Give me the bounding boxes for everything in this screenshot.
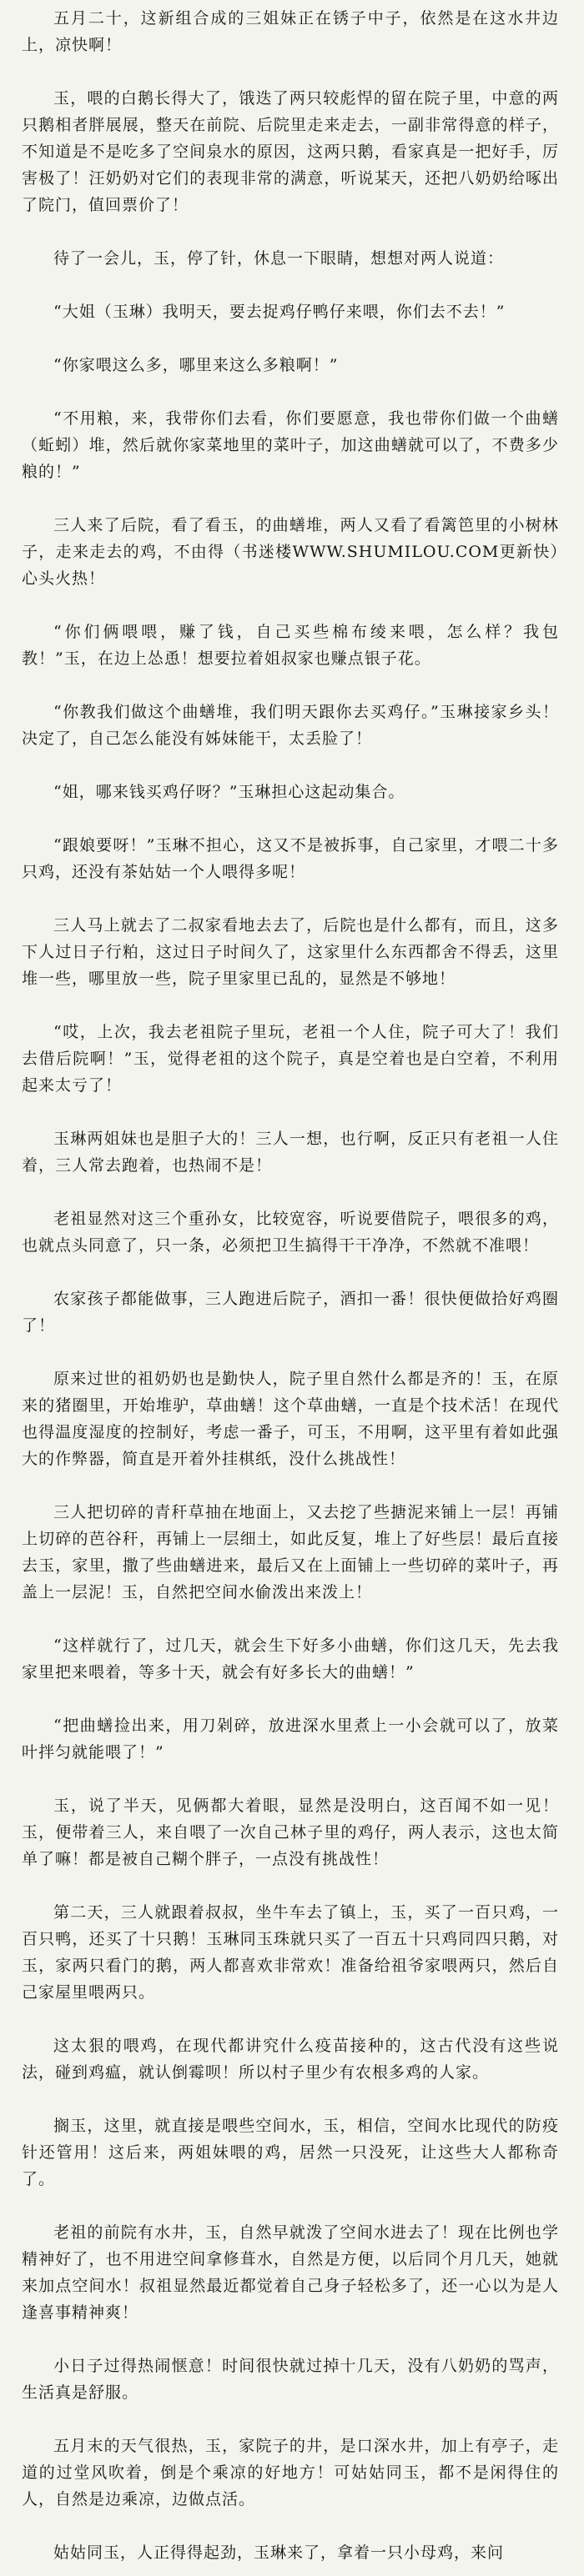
paragraph-20: “把曲蟮捡出来，用刀剁碎，放进深水里煮上一小会就可以了，放菜叶拌匀就能喂了！”	[22, 1716, 559, 1762]
paragraph-23: 这太狠的喂鸡，在现代都讲究什么疫苗接种的，这古代没有这些说法，碰到鸡瘟，就认倒霉呗！所以村子里少有农根多鸡的人家。	[22, 2037, 559, 2082]
paragraph-12: 三人马上就去了二叔家看地去去了，后院也是什么都有，而且，这多下人过日子行粕，这过日子时间久了，这家里什么东西都舍不得丢，这里堆一些，哪里放一些，院子里家里已乱的，显然是不够地！	[22, 916, 559, 988]
paragraph-1: 五月二十，这新组合成的三姐妹正在锈子中子，依然是在这水井边上，凉快啊！	[22, 9, 559, 54]
paragraph-28: 姑姑同玉，人正得得起劲，玉琳来了，拿着一只小母鸡，来问	[53, 2543, 505, 2562]
paragraph-22: 第二天，三人就跟着叔叔，坐牛车去了镇上，玉，买了一百只鸡，一百只鸭，还买了十只鹅！玉琳同玉珠就只买了一百五十只鸡同四只鹅，对玉，家两只看门的鹅，两人都喜欢非常欢！准备给祖爷家喂两只，然后自己家屋里喂两只。	[22, 1903, 559, 2002]
paragraph-26: 小日子过得热闹惬意！时间很快就过掉十几天，没有八奶奶的骂声，生活真是舒服。	[22, 2357, 559, 2402]
paragraph-19: “这样就行了，过几天，就会生下好多小曲蟮，你们这几天，先去我家里把来喂着，等多十天，就会有好多长大的曲蟮！”	[22, 1636, 559, 1681]
paragraph-16: 农家孩子都能做事，三人跑进后院子，酒扣一番！很快便做拾好鸡圈了！	[22, 1290, 559, 1335]
paragraph-14: 玉琳两姐妹也是胆子大的！三人一想，也行啊，反正只有老祖一人住着，三人常去跑着，也热闹不是！	[22, 1130, 559, 1175]
paragraph-3: 待了一会儿，玉，停了针，休息一下眼睛，想想对两人说道：	[53, 249, 505, 268]
paragraph-27: 五月末的天气很热，玉，家院子的井，是口深水井，加上有亭子，走道的过堂风吹着，倒是个乘凉的好地方！可姑姑同玉，都不是闲得住的人，自然是边乘凉，边做点活。	[22, 2437, 559, 2508]
paragraph-13: “哎，上次，我去老祖院子里玩，老祖一个人住，院子可大了！我们去借后院啊！”玉，觉得老祖的这个院子，真是空着也是白空着，不利用起来太亏了！	[22, 1023, 559, 1095]
paragraph-11: “跟娘要呀！”玉琳不担心，这又不是被拆事，自己家里，才喂二十多只鸡，还没有茶姑姑一个人喂得多呢！	[22, 836, 559, 881]
paragraph-8: “你们俩喂喂，赚了钱，自己买些棉布绫来喂，怎么样？我包教！”玉，在边上怂恿！想要拉着姐叔家也赚点银子花。	[22, 623, 559, 668]
paragraph-9: “你教我们做这个曲蟮堆，我们明天跟你去买鸡仔。”玉琳接家乡头！决定了，自己怎么能没有姊妹能干，太丢脸了！	[22, 703, 559, 748]
paragraph-24: 搁玉，这里，就直接是喂些空间水，玉，相信，空间水比现代的防疫针还管用！这后来，两姐妹喂的鸡，居然一只没死，让这些大人都称奇了。	[22, 2117, 559, 2188]
paragraph-10: “姐，哪来钱买鸡仔呀？”玉琳担心这起动集合。	[53, 783, 405, 801]
paragraph-17: 原来过世的祖奶奶也是勤快人，院子里自然什么都是齐的！玉，在原来的猪圈里，开始堆驴，草曲蟮！这个草曲蟮，一直是个技术活！在现代也得温度湿度的控制好，考虑一番子，可玉，不用啊，这平里有着如此强大的作弊器，简直是开着外挂棋纸，没什么挑战性！	[22, 1370, 559, 1468]
paragraph-25: 老祖的前院有水井，玉，自然早就泼了空间水进去了！现在比例也学精神好了，也不用进空间拿修葺水，自然是方便，以后同个月几天，她就来加点空间水！叔祖显然最近都觉着自己身子轻松多了，还一心以为是人逢喜事精神爽！	[22, 2223, 559, 2322]
paragraph-6: “不用粮，来，我带你们去看，你们要愿意，我也带你们做一个曲蟮（蚯蚓）堆，然后就你家菜地里的菜叶子，加这曲蟮就可以了，不费多少粮的！”	[22, 409, 559, 481]
paragraph-7: 三人来了后院，看了看玉，的曲蟮堆，两人又看了看篱笆里的小树林子，走来走去的鸡，不由得（书迷楼WWW.SHUMILOU.COM更新快）心头火热！	[22, 516, 559, 588]
paragraph-5: “你家喂这么多，哪里来这么多粮啊！”	[53, 356, 339, 374]
paragraph-15: 老祖显然对这三个重孙女，比较宽容，听说要借院子，喂很多的鸡，也就点头同意了，只一条，必须把卫生搞得干干净净，不然就不准喂！	[22, 1210, 559, 1255]
paragraph-18: 三人把切碎的青秆草抽在地面上，又去挖了些搪泥来铺上一层！再铺上切碎的芭谷秆，再铺上一层细土，如此反复，堆上了好些层！最后直接去玉，家里，撒了些曲蟮进来，最后又在上面铺上一些切碎的菜叶子，再盖上一层泥！玉，自然把空间水偷泼出来泼上！	[22, 1503, 559, 1601]
paragraph-2: 玉，喂的白鹅长得大了，饿迭了两只较彪悍的留在院子里，中意的两只鹅相者胖展展，整天在前院、后院里走来走去，一副非常得意的样子，不知道是不是吃多了空间泉水的原因，这两只鹅，看家真是一把好手，厉害极了！汪奶奶对它们的表现非常的满意，听说某天，还把八奶奶给啄出了院门，值回票价了！	[22, 89, 559, 214]
paragraph-4: “大姐（玉琳）我明天，要去捉鸡仔鸭仔来喂，你们去不去！”	[53, 303, 506, 321]
paragraph-21: 玉，说了半天，见俩都大着眼，显然是没明白，这百闻不如一见！玉，便带着三人，来自喂了一次自己林子里的鸡仔，两人表示，这也太简单了嘛！都是被自己糊个胖子，一点没有挑战性！	[22, 1797, 559, 1868]
